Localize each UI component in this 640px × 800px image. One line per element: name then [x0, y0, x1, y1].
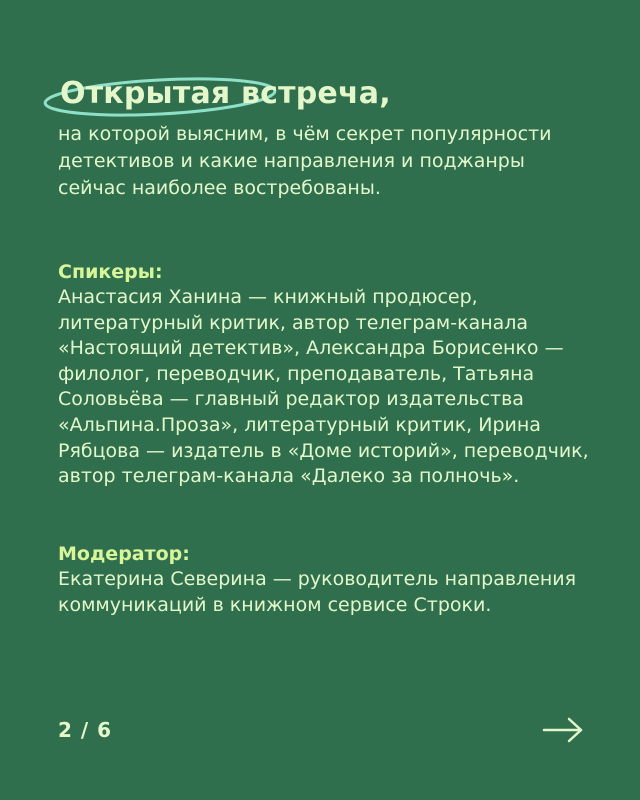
- title-block: [58, 72, 618, 120]
- speakers-heading: Спикеры:: [58, 261, 163, 283]
- moderator-section: [58, 541, 618, 618]
- moderator-heading: Модератор:: [58, 543, 190, 565]
- speakers-section: [58, 259, 618, 490]
- page-counter: 2 / 6: [58, 718, 113, 742]
- page-title: Открытая встреча,: [60, 76, 391, 111]
- speakers-text: Анастасия Ханина — книжный продюсер, литературный критик, автор телеграм-канала «Настоящий детектив», Александра Борисенко — филолог, переводчик, преподаватель, Татьяна Соловьёва — главный редактор издательства «Альпина.Проза», литературный критик, Ирина Рябцова — издатель в «Доме историй», переводчик, автор телеграм-канала «Далеко за полночь».: [58, 286, 589, 488]
- moderator-text: Екатерина Северина — руководитель направления коммуникаций в книжном сервисе Строки.: [58, 568, 577, 616]
- intro-text: на которой выясним, в чём секрет популярности детективов и какие направления и поджанры сейчас наиболее востребованы.: [58, 123, 552, 199]
- arrow-right-icon[interactable]: [542, 716, 584, 744]
